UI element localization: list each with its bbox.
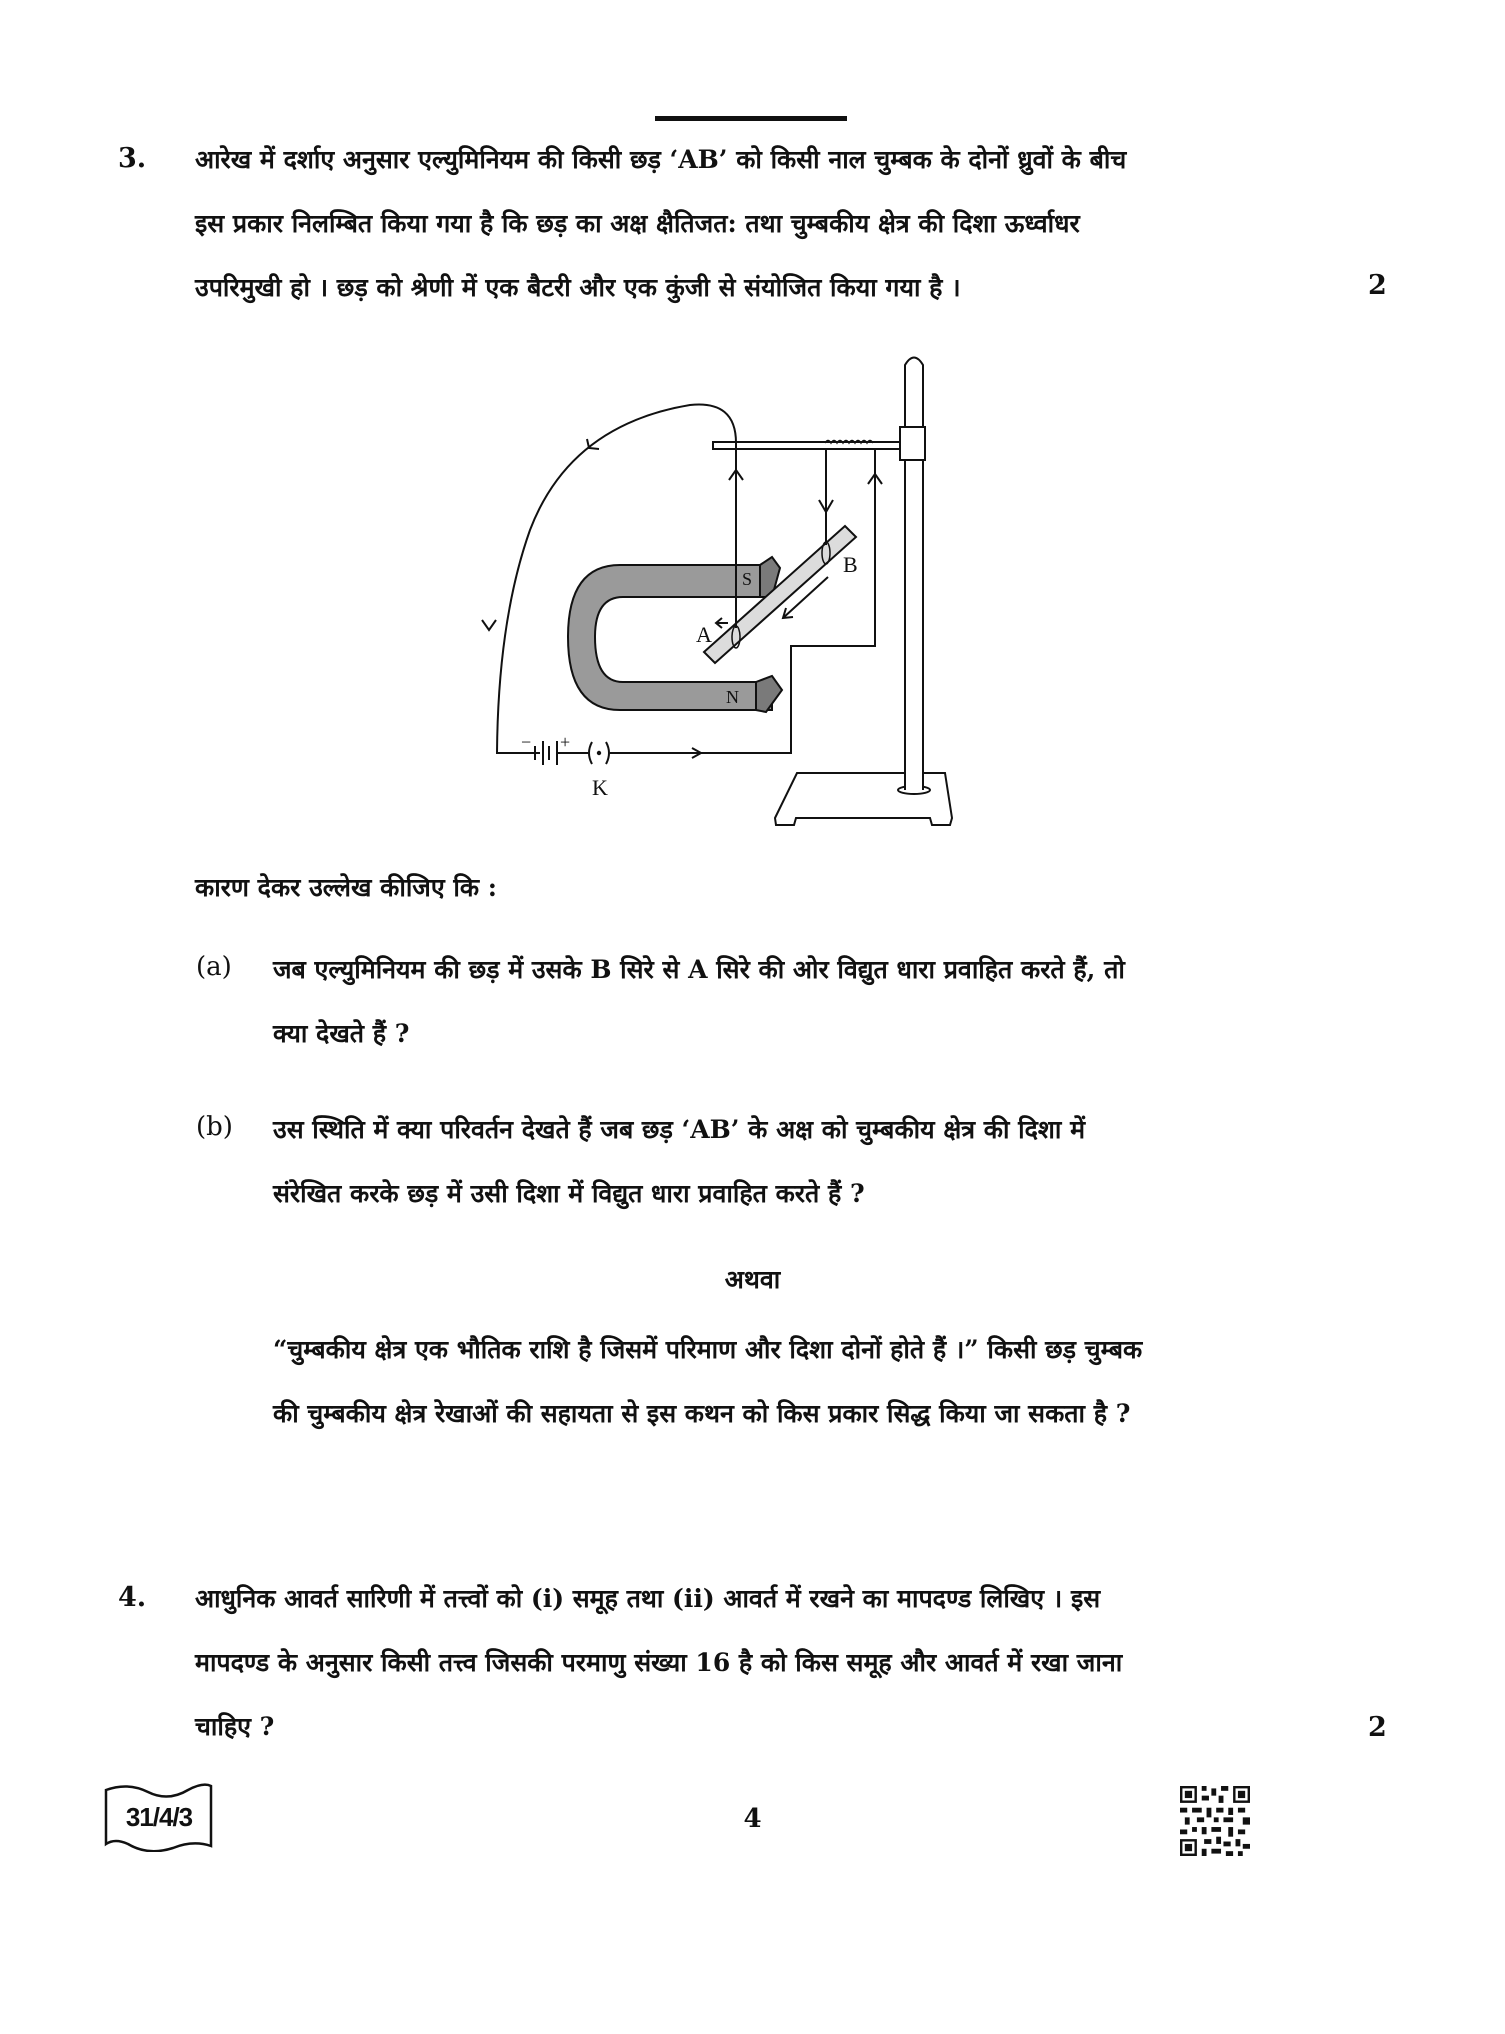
top-rule — [655, 116, 847, 121]
question-3-line-1: आरेख में दर्शाए अनुसार एल्युमिनियम की किसी छड़ ‘AB’ को किसी नाल चुम्बक के दोनों ध्रुवों के बीच — [195, 145, 1127, 174]
label-k: K — [592, 775, 608, 800]
question-3-line-3: उपरिमुखी हो । छड़ को श्रेणी में एक बैटरी और एक कुंजी से संयोजित किया गया है । — [195, 273, 961, 302]
instruction: कारण देकर उल्लेख कीजिए कि : — [195, 873, 497, 902]
stand-base — [775, 773, 952, 825]
label-a: A — [696, 622, 712, 647]
or-label: अथवा — [724, 1265, 781, 1294]
question-4-line-2: मापदण्ड के अनुसार किसी तत्त्व जिसकी परमाणु संख्या 16 है को किस समूह और आवर्त में रखा जाना — [195, 1648, 1123, 1677]
label-battery-minus: − — [521, 732, 532, 752]
stand-pole — [905, 358, 923, 791]
circuit-diagram — [440, 340, 980, 840]
part-a-line-1: जब एल्युमिनियम की छड़ में उसके B सिरे से A सिरे की ओर विद्युत धारा प्रवाहित करते हैं, तो — [273, 955, 1125, 984]
question-3-number: 3. — [118, 143, 147, 174]
question-3-text — [195, 128, 1325, 320]
label-b: B — [843, 552, 858, 577]
label-s: S — [742, 569, 753, 589]
question-3-marks: 2 — [1368, 270, 1387, 301]
part-b-line-1: उस स्थिति में क्या परिवर्तन देखते हैं जब छड़ ‘AB’ के अक्ष को चुम्बकीय क्षेत्र की दिशा में — [273, 1115, 1086, 1144]
page-number: 4 — [743, 1804, 762, 1834]
question-3-line-2: इस प्रकार निलम्बित किया गया है कि छड़ का अक्ष क्षैतिजत: तथा चुम्बकीय क्षेत्र की दिशा ऊर्ध्वाधर — [195, 209, 1080, 238]
alternative-question-text — [273, 1318, 1323, 1446]
alt-line-1: “चुम्बकीय क्षेत्र एक भौतिक राशि है जिसमें परिमाण और दिशा दोनों होते हैं ।” किसी छड़ चुम्बक — [273, 1335, 1143, 1364]
label-n: N — [726, 687, 739, 707]
part-b-line-2: संरेखित करके छड़ में उसी दिशा में विद्युत धारा प्रवाहित करते हैं ? — [273, 1179, 865, 1208]
question-4-number: 4. — [118, 1582, 147, 1613]
paper-code: 31/4/3 — [125, 1802, 193, 1832]
question-4-line-3: चाहिए ? — [195, 1712, 275, 1741]
part-a-text — [273, 938, 1323, 1066]
part-a-label: (a) — [196, 952, 232, 982]
arrow-force-a — [716, 618, 728, 628]
qr-code-icon — [1180, 1786, 1250, 1856]
label-battery-plus: + — [560, 732, 571, 752]
part-b-text — [273, 1098, 1323, 1226]
part-b-label: (b) — [196, 1112, 233, 1142]
horizontal-rod — [713, 442, 900, 449]
alt-line-2: की चुम्बकीय क्षेत्र रेखाओं की सहायता से इस कथन को किस प्रकार सिद्ध किया जा सकता है ? — [273, 1399, 1131, 1428]
arrow-loop-left — [482, 620, 496, 630]
part-a-line-2: क्या देखते हैं ? — [273, 1019, 410, 1048]
question-4-marks: 2 — [1368, 1712, 1387, 1743]
question-4-text — [195, 1567, 1325, 1759]
question-4-line-1: आधुनिक आवर्त सारिणी में तत्त्वों को (i) समूह तथा (ii) आवर्त में रखने का मापदण्ड लिखिए । इस — [195, 1584, 1101, 1613]
stand-clamp — [900, 427, 925, 460]
